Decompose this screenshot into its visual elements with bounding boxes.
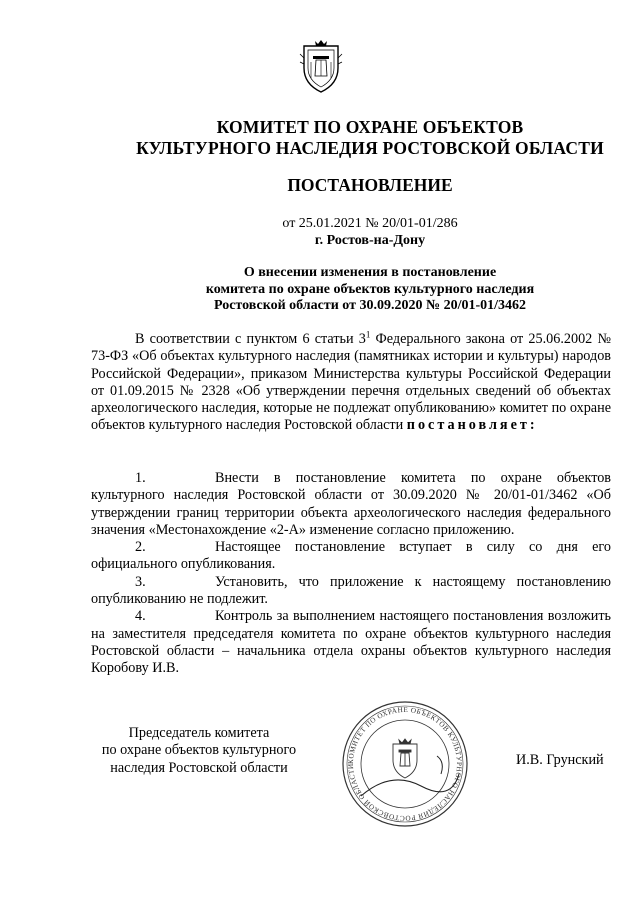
org-name-line1: КОМИТЕТ ПО ОХРАНЕ ОБЪЕКТОВ: [216, 117, 524, 137]
subject-line1: О внесении изменения в постановление: [243, 265, 497, 280]
document-city: г. Ростов-на-Дону: [314, 233, 426, 248]
document-date-number: от 25.01.2021 № 20/01-01/286: [282, 216, 458, 231]
signatory-title-line1: Председатель комитета: [128, 725, 270, 741]
preamble-text-b: Федерального закона от 25.06.2002 № 73-ФЗ «Об объектах культурного наследия (памятниках истории и культуры) народов Российской Федерации», приказом Министерства культуры Российской Федерации от 01.09.2015 № 2328 «Об утверждении перечня отдельных сведений об объектах археологического наследия, которые не подлежат опубликованию» комитет по охране объектов культурного наследия Ростовской области: [91, 331, 611, 434]
official-seal: [341, 700, 469, 828]
preamble-text-a: В соответствии с пунктом 6 статьи 3: [135, 331, 366, 347]
document-subject: [100, 265, 640, 315]
decree-item-4: [91, 608, 611, 677]
signatory-name: И.В. Грунский: [516, 752, 604, 768]
signatory-title-line2: по охране объектов культурного: [101, 742, 297, 759]
item-number: 4.: [135, 608, 146, 625]
document-type: ПОСТАНОВЛЕНИЕ: [287, 175, 453, 195]
decree-item-2: [91, 539, 611, 574]
signatory-title: [86, 725, 312, 777]
item-text: Установить, что приложение к настоящему постановлению опубликованию не подлежит.: [91, 573, 611, 608]
item-number: 1.: [135, 470, 146, 486]
org-name-line2: КУЛЬТУРНОГО НАСЛЕДИЯ РОСТОВСКОЙ ОБЛАСТИ: [136, 138, 604, 158]
item-number: 2.: [135, 539, 146, 556]
decree-word: постановляет:: [406, 417, 538, 434]
subject-line3: Ростовской области от 30.09.2020 № 20/01-01/3462: [213, 298, 527, 313]
seal-text: КОМИТЕТ ПО ОХРАНЕ ОБЪЕКТОВ КУЛЬТУРНОГО НАСЛЕДИЯ РОСТОВСКОЙ ОБЛАСТИ: [346, 705, 464, 823]
signatory-title-line3: наследия Ростовской области: [110, 759, 288, 776]
decree-item-3: [91, 574, 611, 609]
item-number: 3.: [135, 573, 146, 590]
subject-line2: комитета по охране объектов культурного наследия: [205, 281, 535, 297]
preamble-paragraph: [91, 331, 611, 435]
item-text: Внести в постановление комитета по охране объектов культурного наследия Ростовской области от 30.09.2020 № 20/01-01/3462 «Об утверждении границ территории объекта археологического наследия федерального значения «Местонахождение «2-А» изменение согласно приложению.: [91, 470, 611, 538]
preamble-superscript: 1: [365, 329, 371, 340]
item-text: Контроль за выполнением настоящего постановления возложить на заместителя председателя комитета по охране объектов культурного наследия Ростовской области – начальника отдела охраны объектов культурного наследия Коробову И.В.: [91, 608, 611, 677]
coat-of-arms-emblem: [298, 38, 344, 94]
item-text: Настоящее постановление вступает в силу со дня его официального опубликования.: [91, 539, 611, 573]
decree-items: [91, 470, 611, 678]
decree-item-1: [91, 470, 611, 539]
